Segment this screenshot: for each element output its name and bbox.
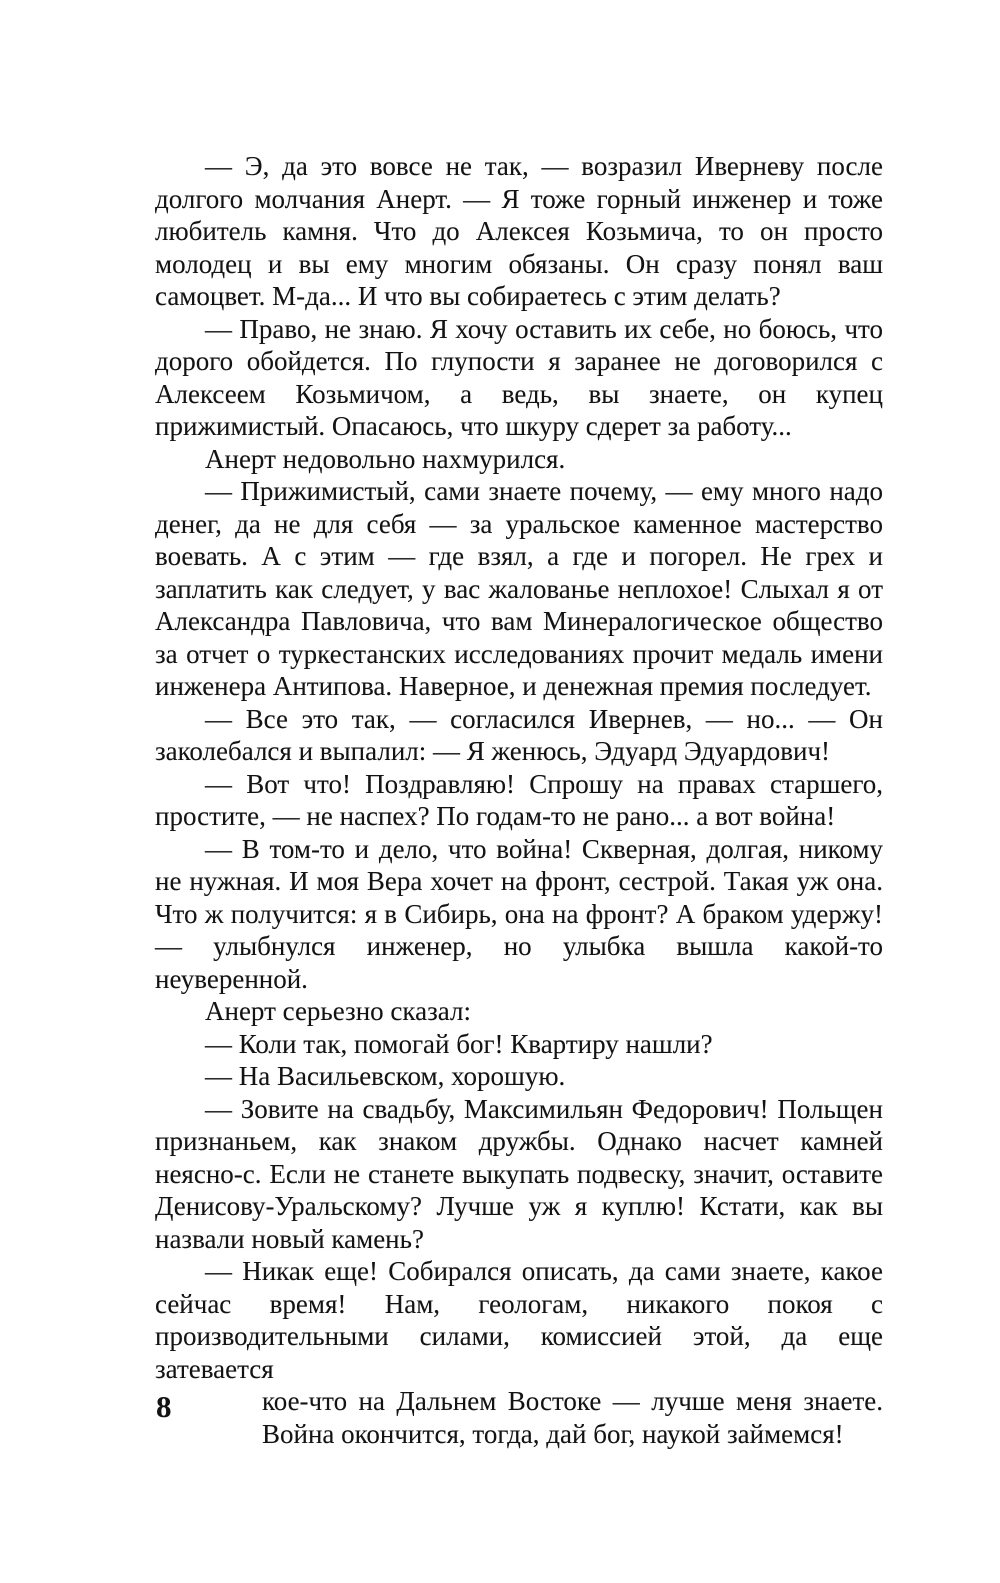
paragraph: — Никак еще! Собирался описать, да сами знаете, какое сейчас время! Нам, геологам, никакого покоя с производительными силами, комиссией этой, да еще затевается [155, 1256, 883, 1384]
paragraph: — Зовите на свадьбу, Максимильян Федорович! Польщен признаньем, как знаком дружбы. Однако насчет камней неясно-с. Если не станете выкупать подвеску, значит, оставите Денисову-Уральскому? Лучше уж я куплю! Кстати, как вы назвали новый камень? [155, 1093, 883, 1254]
paragraph: Анерт недовольно нахмурился. [205, 443, 566, 474]
paragraph: — Все это так, — согласился Ивернев, — но... — Он заколебался и выпалил: — Я женюсь, Эдуард Эдуардович! [155, 703, 883, 766]
paragraph: — В том-то и дело, что война! Скверная, долгая, никому не нужная. И моя Вера хочет на фронт, сестрой. Такая уж она. Что ж получится: я в Сибирь, она на фронт? А браком удержу! — улыбнулся инженер, но улыбка вышла какой-то неуверенной. [155, 833, 883, 994]
paragraph: — Э, да это вовсе не так, — возразил Иверневу после долгого молчания Анерт. — Я тоже горный инженер и тоже любитель камня. Что до Алексея Козьмича, то он просто молодец и вы ему многим обязаны. Он сразу понял ваш самоцвет. М-да... И что вы собираетесь с этим делать? [155, 151, 883, 311]
paragraph: — Право, не знаю. Я хочу оставить их себе, но боюсь, что дорого обойдется. По глупости я заранее не договорился с Алексеем Козьмичом, а ведь, вы знаете, он купец прижимистый. Опасаюсь, что шкуру сдерет за работу... [155, 313, 883, 441]
paragraph: — На Васильевском, хорошую. [205, 1061, 566, 1091]
paragraph-continuation: кое-что на Дальнем Востоке — лучше меня знаете. Война окончится, тогда, дай бог, наукой займемся! [262, 1386, 883, 1449]
paragraph: — Прижимистый, сами знаете почему, — ему много надо денег, да не для себя — за уральское каменное мастерство воевать. А с этим — где взял, а где и погорел. Не грех и заплатить как следует, у вас жалованье неплохое! Слыхал я от Александра Павловича, что вам Минералогическое общество за отчет о туркестанских исследованиях прочит медаль имени инженера Антипова. Наверное, и денежная премия последует. [155, 476, 883, 701]
paragraph: Анерт серьезно сказал: [205, 996, 471, 1026]
paragraph: — Вот что! Поздравляю! Спрошу на правах старшего, простите, — не наспех? По годам-то не рано... а вот война! [155, 768, 883, 831]
paragraph: — Коли так, помогай бог! Квартиру нашли? [205, 1028, 713, 1059]
page-number: 8 [156, 1389, 172, 1424]
text-block [155, 150, 883, 1450]
